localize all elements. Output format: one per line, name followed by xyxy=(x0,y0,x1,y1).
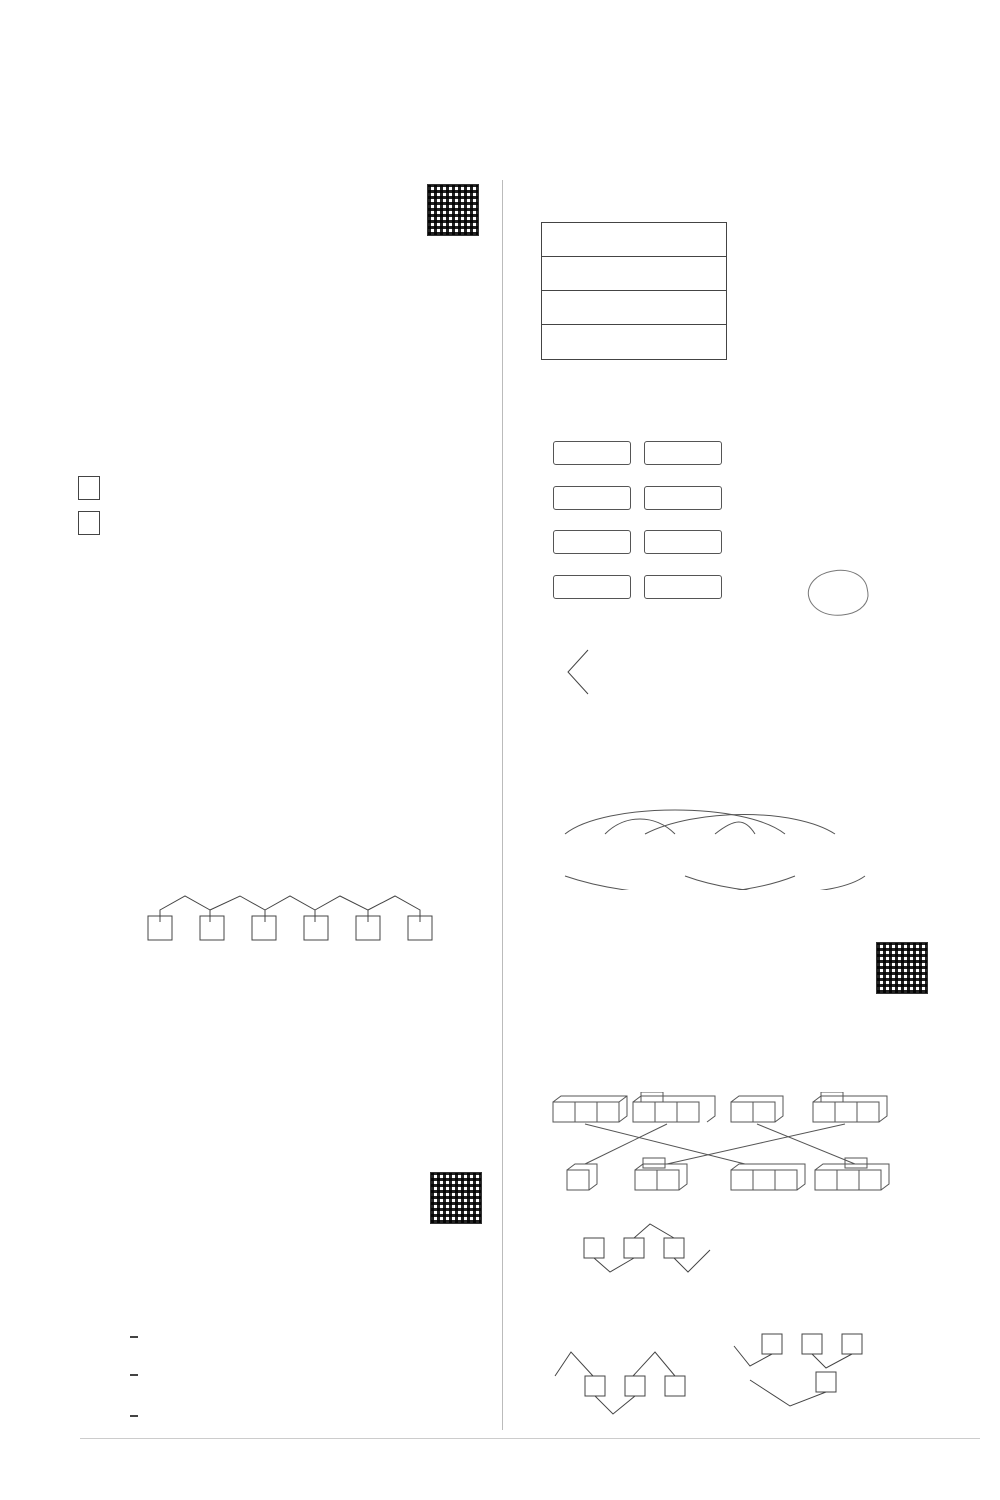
ex2-row-symbols xyxy=(130,1415,138,1417)
qr-code-1 xyxy=(427,184,479,238)
q2-block xyxy=(78,465,100,546)
footer-rule xyxy=(80,1438,980,1439)
qr-code-2 xyxy=(430,1172,482,1226)
ex3-box-b xyxy=(644,486,722,510)
ex3-box-a xyxy=(553,530,631,554)
circle-row xyxy=(542,325,726,358)
ex3-box-b xyxy=(644,575,722,599)
ex3-box-a xyxy=(553,441,631,465)
q6-dice-diagram xyxy=(545,808,885,890)
ex3-box-b xyxy=(644,530,722,554)
blank-box xyxy=(78,511,100,535)
ex2-row xyxy=(124,1361,138,1381)
stamp-text xyxy=(807,572,864,582)
qr-code-icon xyxy=(427,184,479,236)
stamp-seal xyxy=(804,565,871,621)
circle-row xyxy=(542,257,726,291)
q3-left-diagram xyxy=(545,1340,695,1425)
qr-code-icon xyxy=(876,942,928,994)
ex2-row xyxy=(124,1323,138,1343)
ex3-box-a xyxy=(553,486,631,510)
q4-split-diagram xyxy=(538,648,918,698)
ex2-row-symbols xyxy=(130,1374,138,1376)
column-divider xyxy=(502,180,503,1430)
stamp-text xyxy=(807,572,864,582)
ex2-split-diagram xyxy=(580,1210,740,1285)
ex2-row xyxy=(124,1402,138,1422)
cube-matching-diagram xyxy=(545,1092,895,1202)
blank-box xyxy=(78,476,100,500)
ex2-row-symbols xyxy=(130,1336,138,1338)
circle-row xyxy=(542,223,726,257)
qr-code-3 xyxy=(876,942,928,996)
qr-code-icon xyxy=(430,1172,482,1224)
circle-grid-box xyxy=(541,222,727,360)
ex3-box-a xyxy=(553,575,631,599)
ex3-box-b xyxy=(644,441,722,465)
circle-row xyxy=(542,291,726,325)
q3-right-diagram xyxy=(720,1330,870,1425)
q3-split-diagram xyxy=(140,880,460,945)
